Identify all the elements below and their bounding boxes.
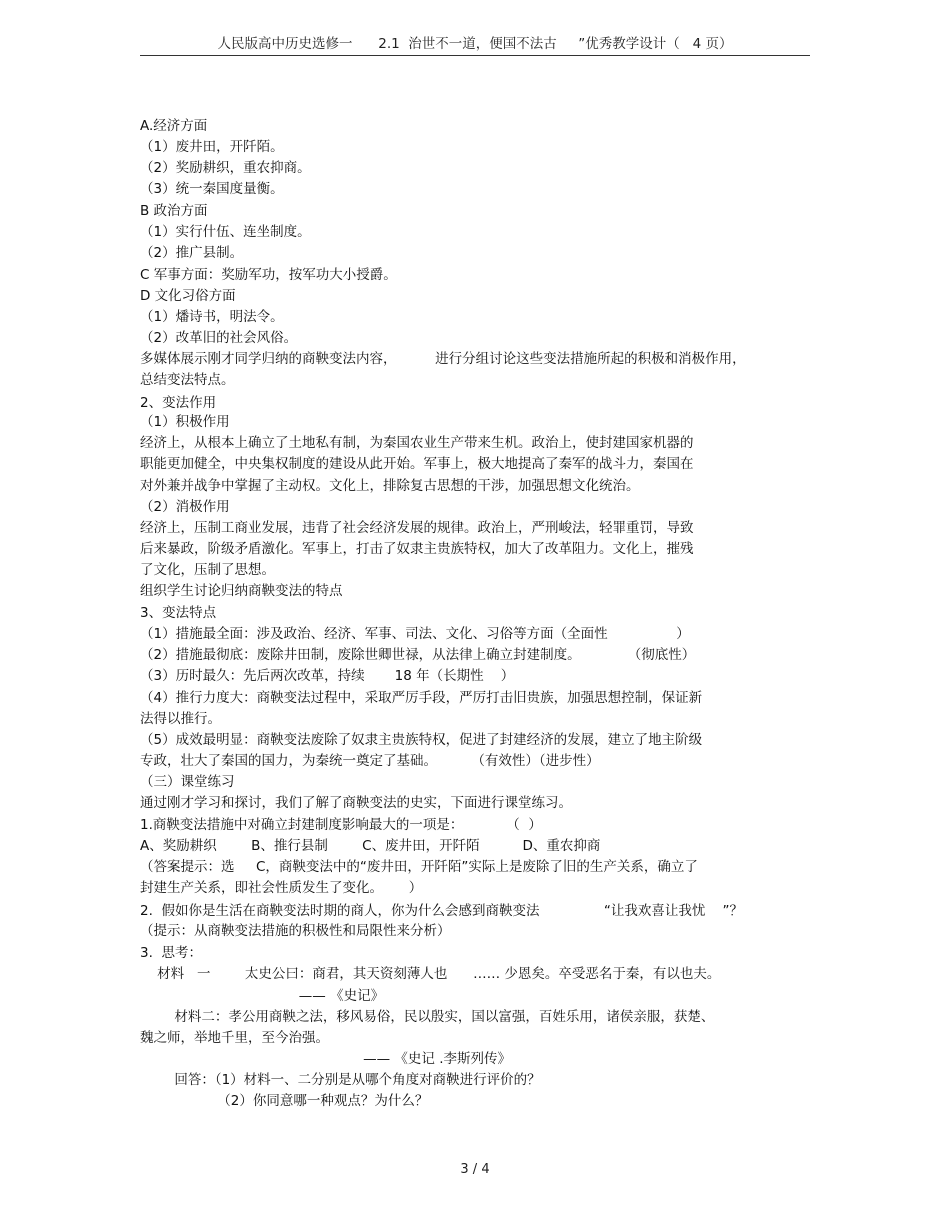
- text-line: （4）推行力度大：商鞅变法过程中，采取严厉手段，严厉打击旧贵族，加强思想控制，保证新: [140, 690, 703, 706]
- text-line: （1）实行什伍、连坐制度。: [140, 224, 311, 240]
- text-line: A、奖励耕织 B、推行县制 C、废井田，开阡陌 D、重农抑商: [140, 838, 601, 854]
- text-line: 多媒体展示刚才同学归纳的商鞅变法内容， 进行分组讨论这些变法措施所起的积极和消极作用，: [140, 351, 746, 367]
- text-line: B 政治方面: [140, 203, 208, 219]
- header-rule: [140, 55, 810, 56]
- text-line: 职能更加健全，中央集权制度的建设从此开始。军事上，极大地提高了秦军的战斗力，秦国在: [140, 456, 694, 472]
- text-line: 封建生产关系，即社会性质发生了变化。 ）: [140, 880, 423, 896]
- text-line: （2）消极作用: [140, 499, 230, 515]
- text-line: （1）积极作用: [140, 414, 230, 430]
- text-line: —— 《史记 .李斯列传》: [140, 1051, 512, 1067]
- text-line: （3）历时最久：先后两次改革，持续 18 年（长期性 ）: [140, 668, 515, 684]
- text-line: 3. 思考：: [140, 945, 202, 961]
- text-line: （1）废井田，开阡陌。: [140, 139, 284, 155]
- text-line: 材料 一 太史公曰：商君，其天资刻薄人也 …… 少恩矣。卒受恶名于秦，有以也夫。: [140, 966, 721, 982]
- text-line: 3、变法特点: [140, 605, 217, 621]
- text-line: 组织学生讨论归纳商鞅变法的特点: [140, 583, 343, 599]
- text-line: （2）你同意哪一种观点？为什么？: [140, 1093, 429, 1109]
- text-line: C 军事方面：奖励军功，按军功大小授爵。: [140, 267, 397, 283]
- text-line: （3）统一秦国度量衡。: [140, 181, 284, 197]
- text-line: 经济上，从根本上确立了土地私有制，为秦国农业生产带来生机。政治上，使封建国家机器的: [140, 435, 694, 451]
- text-line: （1）燔诗书，明法令。: [140, 309, 284, 325]
- text-line: 总结变法特点。: [140, 372, 235, 388]
- text-line: 回答：（1）材料一、二分别是从哪个角度对商鞅进行评价的？: [140, 1072, 541, 1088]
- text-line: （三）课堂练习: [140, 774, 235, 790]
- text-line: 专政，壮大了秦国的国力，为秦统一奠定了基础。 （有效性）（进步性）: [140, 753, 600, 769]
- text-line: （1）措施最全面：涉及政治、经济、军事、司法、文化、习俗等方面（全面性 ）: [140, 626, 690, 642]
- text-line: 对外兼并战争中掌握了主动权。文化上，排除复古思想的干涉，加强思想文化统治。: [140, 478, 640, 494]
- text-line: （2）改革旧的社会风俗。: [140, 330, 298, 346]
- text-line: 经济上，压制工商业发展，违背了社会经济发展的规律。政治上，严刑峻法，轻罪重罚，导致: [140, 520, 694, 536]
- text-line: 材料二：孝公用商鞅之法，移风易俗，民以殷实，国以富强，百姓乐用，诸侯亲服，获楚、: [140, 1009, 715, 1025]
- text-line: （2）推广县制。: [140, 245, 244, 261]
- text-line: （2）措施最彻底：废除井田制，废除世卿世禄，从法律上确立封建制度。 （彻底性）: [140, 647, 696, 663]
- text-line: 后来暴政，阶级矛盾激化。军事上，打击了奴隶主贵族特权，加大了改革阻力。文化上，摧残: [140, 541, 694, 557]
- text-line: A.经济方面: [140, 118, 208, 134]
- text-line: D 文化习俗方面: [140, 288, 236, 304]
- text-line: （提示：从商鞅变法措施的积极性和局限性来分析）: [140, 923, 451, 939]
- text-line: —— 《史记》: [140, 988, 385, 1004]
- text-line: （2）奖励耕织，重农抑商。: [140, 160, 311, 176]
- text-line: 魏之师，举地千里，至今治强。: [140, 1030, 329, 1046]
- text-line: 2、变法作用: [140, 395, 217, 411]
- page-header: 人民版高中历史选修一 2.1 治世不一道，便国不法古 ”优秀教学设计（ 4 页）: [217, 36, 733, 52]
- page-number: 3 / 4: [460, 1162, 490, 1177]
- text-line: （5）成效最明显：商鞅变法废除了奴隶主贵族特权，促进了封建经济的发展，建立了地主阶级: [140, 732, 703, 748]
- text-line: 法得以推行。: [140, 711, 221, 727]
- text-line: （答案提示：选 C，商鞅变法中的“废井田，开阡陌”实际上是废除了旧的生产关系，确立了: [140, 859, 698, 875]
- text-line: 通过刚才学习和探讨，我们了解了商鞅变法的史实，下面进行课堂练习。: [140, 795, 572, 811]
- text-line: 了文化，压制了思想。: [140, 562, 275, 578]
- text-line: 2. 假如你是生活在商鞅变法时期的商人，你为什么会感到商鞅变法 “让我欢喜让我忧 ”？: [140, 903, 743, 919]
- text-line: 1.商鞅变法措施中对确立封建制度影响最大的一项是： （ ）: [140, 817, 542, 833]
